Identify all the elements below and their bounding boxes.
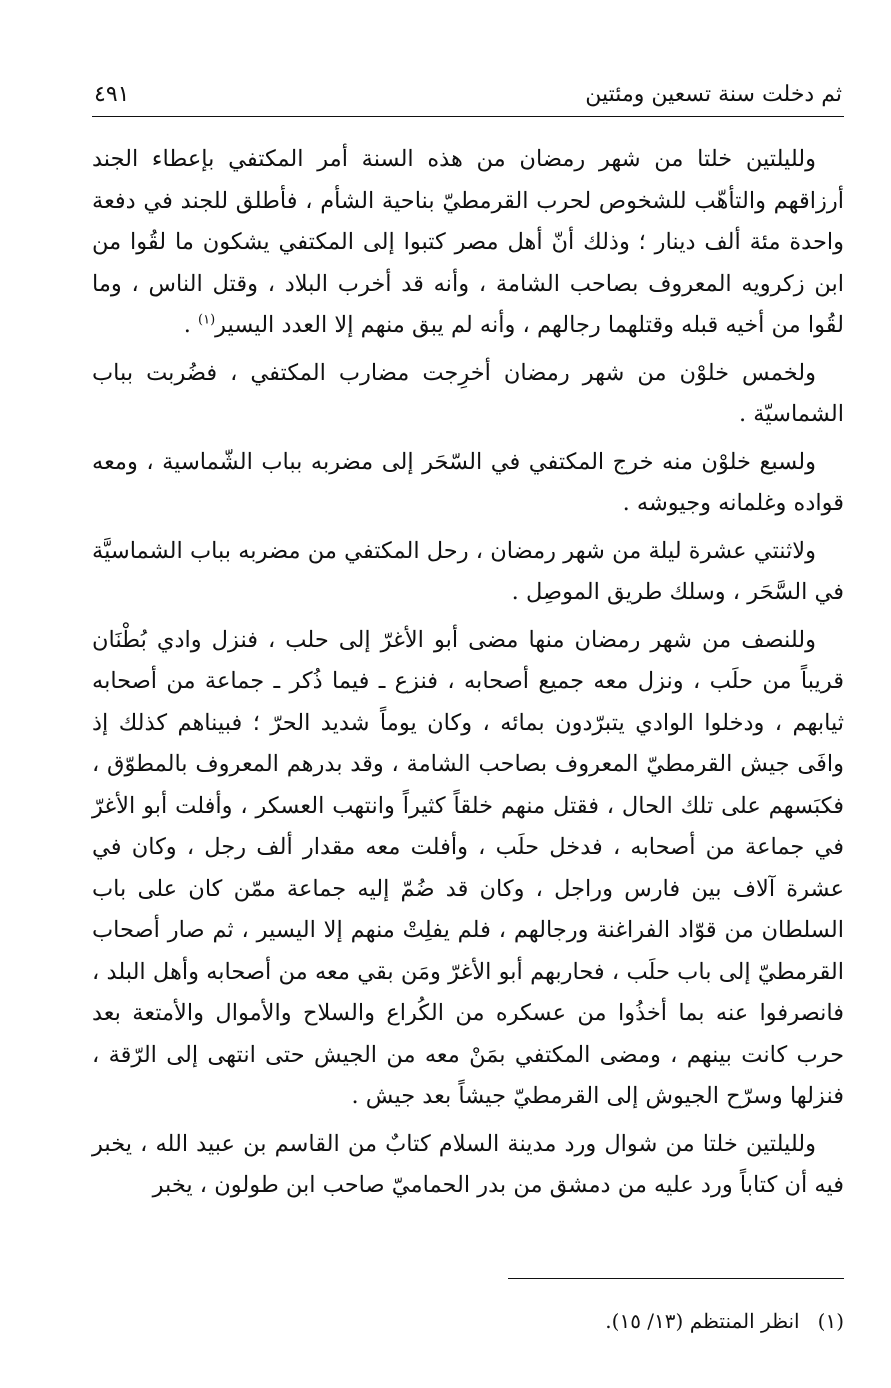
paragraph: ولخمس خلوْن من شهر رمضان أخرِجت مضارب المكتفي ، فضُربت بباب الشماسيّة .: [92, 359, 844, 427]
paragraph: ولسبع خلوْن منه خرج المكتفي في السّحَر إلى مضربه بباب الشّماسية ، ومعه قواده وغلمانه وجيوشه .: [92, 448, 844, 516]
paragraph-end: .: [183, 312, 198, 338]
paragraph: وللنصف من شهر رمضان منها مضى أبو الأغرّ إلى حلب ، فنزل وادي بُطْنَان قريباً من حلَب ، ونزل معه جميع أصحابه ، فنزع ـ فيما ذُكر ـ جماعة من أصحابه ثيابهم ، ودخلوا الوادي يتبرّدون بمائه ، وكان يوماً شديد الحرّ ؛ فبيناهم كذلك إذ وافَى جيش القرمطيّ المعروف بصاحب الشامة ، وقد بدرهم المعروف بالمطوّق ، فكبَسهم على تلك الحال ، فقتل منهم خلقاً كثيراً وانتهب العسكر ، وأفلت أبو الأغرّ في جماعة من أصحابه ، فدخل حلَب ، وأفلت معه مقدار ألف رجل ، وكان في عشرة آلاف بين فارس وراجل ، وكان قد ضُمّ إليه جماعة ممّن كان على باب السلطان من قوّاد الفراغنة ورجالهم ، فلم يفلِتْ منهم إلا اليسير ، ثم صار أصحاب القرمطيّ إلى باب حلَب ، فحاربهم أبو الأغرّ ومَن بقي معه من أصحابه وأهل البلد ، فانصرفوا عنه بما أخذُوا من عسكره من الكُراع والسلاح والأموال والأمتعة بعد حرب كانت بينهم ، ومضى المكتفي بمَنْ معه من الجيش حتى انتهى إلى الرّقة ، فنزلها وسرّح الجيوش إلى القرمطيّ جيشاً بعد جيش .: [92, 626, 844, 1109]
page-number: ٤٩١: [94, 82, 130, 107]
paragraph: ولاثنتي عشرة ليلة من شهر رمضان ، رحل المكتفي من مضربه بباب الشماسيَّة في السَّحَر ، وسلك طريق الموصِل .: [92, 537, 844, 605]
footnote-number: (١): [817, 1309, 844, 1333]
paragraph-text: ولليلتين خلتا من شهر رمضان من هذه السنة أمر المكتفي بإعطاء الجند أرزاقهم والتأهّب للشخوص لحرب القرمطيّ بناحية الشأم ، فأطلق للجند في دفعة واحدة مئة ألف دينار ؛ وذلك أنّ أهل مصر كتبوا إلى المكتفي يشكون ما لقُوا من ابن زكرويه المعروف بصاحب الشامة ، وأنه قد أخرب البلاد ، وقتل الناس ، وما لقُوا من أخيه قبله وقتلهما رجالهم ، وأنه لم يبق منهم إلا العدد اليسير: [92, 146, 844, 338]
running-title: ثم دخلت سنة تسعين ومئتين: [585, 82, 842, 107]
document-page: [92, 78, 844, 1333]
paragraph: [92, 139, 844, 347]
footnote-text: انظر المنتظم (١٣/ ١٥).: [605, 1309, 800, 1333]
paragraph: ولليلتين خلتا من شوال ورد مدينة السلام كتابٌ من القاسم بن عبيد الله ، يخبر فيه أن كتاباً ورد عليه من دمشق من بدر الحماميّ صاحب ابن طولون ، يخبر: [92, 1130, 844, 1198]
body-text: [92, 139, 844, 1207]
footnote-reference: (١): [198, 312, 216, 328]
footnotes: [92, 1306, 844, 1336]
footnote-divider: [508, 1278, 844, 1279]
page-header: [92, 78, 844, 117]
footnote-item: [92, 1306, 844, 1336]
